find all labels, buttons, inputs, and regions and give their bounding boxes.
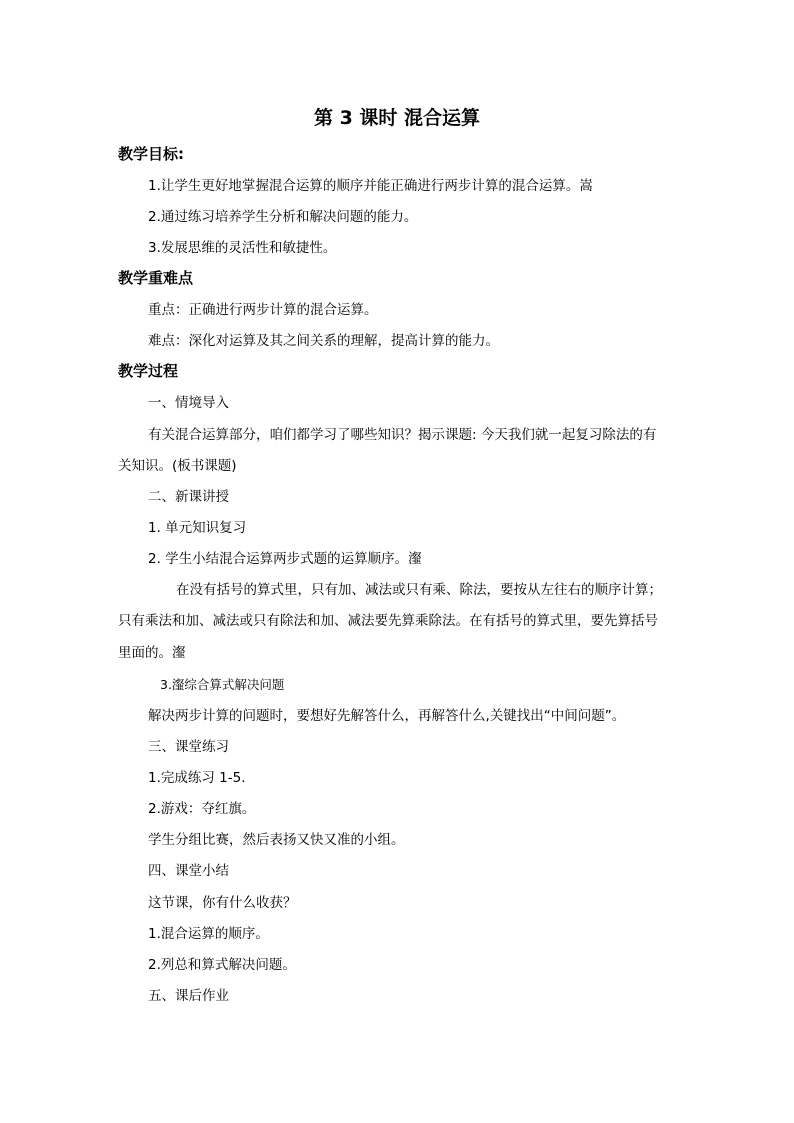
- list-item: 2.游戏：夺红旗。: [148, 801, 256, 817]
- key-point: 重点：正确进行两步计算的混合运算。: [148, 302, 378, 318]
- paragraph-text: 这节课，你有什么收获？: [148, 895, 297, 911]
- section-heading-key-points: 教学重难点: [118, 269, 194, 287]
- paragraph-text: 只有乘法和加、减法或只有除法和加、减法要先算乘除法。在有括号的算式里，要先算括号: [118, 613, 658, 629]
- step-heading-intro: 一、情境导入: [148, 395, 229, 411]
- paragraph-text: 解决两步计算的问题时，要想好先解答什么，再解答什么,关键找出“中间问题”。: [148, 708, 626, 724]
- objective-3: 3.发展思维的灵活性和敏捷性。: [148, 240, 337, 256]
- paragraph-text: 学生分组比赛，然后表扬又快又准的小组。: [148, 832, 405, 848]
- paragraph-text: 在没有括号的算式里，只有加、减法或只有乘、除法，要按从左往右的顺序计算；: [176, 582, 662, 598]
- paragraph-text: 里面的。瀣: [118, 645, 186, 661]
- step-heading-practice: 三、课堂练习: [148, 739, 229, 755]
- document-title: 第 3 课时 混合运算: [313, 107, 481, 129]
- step-heading-summary: 四、课堂小结: [148, 863, 229, 879]
- list-item: 3.瀣综合算式解决问题: [160, 677, 285, 692]
- list-item: 1.完成练习 1-5.: [148, 770, 246, 786]
- list-item: 2.列总和算式解决问题。: [148, 957, 296, 973]
- section-heading-objectives: 教学目标:: [118, 145, 184, 163]
- paragraph-text: 有关混合运算部分，咱们都学习了哪些知识？揭示课题: 今天我们就一起复习除法的有: [148, 427, 657, 443]
- paragraph-text: 关知识。(板书课题): [118, 458, 237, 474]
- objective-1: 1.让学生更好地掌握混合运算的顺序并能正确进行两步计算的混合运算。嵩: [148, 178, 593, 194]
- section-heading-process: 教学过程: [118, 362, 179, 380]
- list-item: 2. 学生小结混合运算两步式题的运算顺序。瀣: [148, 551, 422, 567]
- step-heading-new-lesson: 二、新课讲授: [148, 489, 229, 505]
- step-heading-homework: 五、课后作业: [148, 988, 229, 1004]
- difficult-point: 难点：深化对运算及其之间关系的理解，提高计算的能力。: [148, 333, 499, 349]
- list-item: 1.混合运算的顺序。: [148, 926, 269, 942]
- objective-2: 2.通过练习培养学生分析和解决问题的能力。: [148, 209, 418, 225]
- list-item: 1. 单元知识复习: [148, 520, 247, 536]
